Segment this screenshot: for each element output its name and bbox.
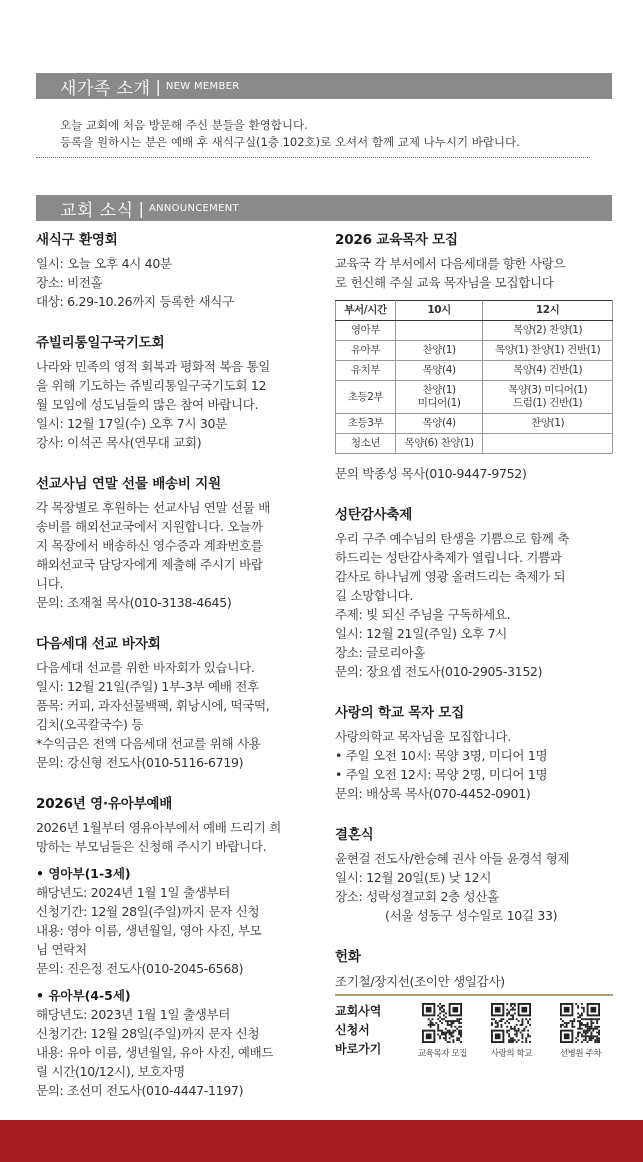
item-body: 각 목장별로 후원하는 선교사님 연말 선물 배 송비를 해외선교국에서 지원합니다. 오늘까 지 목장에서 배송하신 영수증과 계좌번호를 해외선교국 담당자에게 제출해 주시기 바랍 니다. 문의: 조재철 목사(010-3138-4645) [36, 500, 270, 610]
table-row [336, 381, 613, 414]
table-cell-10: 목양(4) [396, 414, 483, 434]
intro-line: 오늘 교회에 처음 방문해 주신 분들을 환영합니다. [60, 118, 308, 132]
teacher-contact: 문의 박종성 목사(010-9447-9752) [335, 466, 527, 481]
item-body: 2026년 1월부터 영유아부에서 예배 드리기 희 망하는 부모님들은 신청해 주시기 바랍니다. [36, 820, 282, 854]
table-dept: 유아부 [336, 341, 396, 361]
table-cell-12: 목양(1) 찬양(1) 건반(1) [483, 341, 613, 361]
offering-item [335, 945, 615, 1059]
jubilee-item [36, 331, 314, 452]
table-dept: 영아부 [336, 321, 396, 341]
right-column [335, 228, 615, 1059]
intro-line: 등록을 원하시는 분은 예배 후 새식구실(1층 102호)로 오셔서 함께 교제 나누시기 바랍니다. [60, 135, 520, 149]
item-title: 사랑의 학교 목자 모집 [335, 705, 465, 721]
table-cell-10: 찬양(1) [396, 341, 483, 361]
qr-links [335, 1002, 615, 1059]
missionary-item [36, 472, 314, 612]
section-title: 교회 소식 [60, 200, 134, 221]
qr-school-link[interactable] [477, 1003, 546, 1059]
new-member-intro [60, 117, 520, 151]
item-body: 윤현걸 전도사/한승혜 권사 아들 윤경석 형제 일시: 12월 20일(토) 낮 12시 장소: 성락성결교회 2층 성산홀 (서울 성동구 성수일로 10길 33) [335, 851, 570, 923]
dotted-divider [36, 157, 590, 158]
newfamily-item [36, 228, 314, 311]
item-title: 헌화 [335, 949, 361, 965]
school-item [335, 701, 615, 803]
section-subtitle: NEW MEMBER [165, 80, 240, 92]
item-title: 새식구 환영회 [36, 232, 118, 248]
section-title: 새가족 소개 [60, 78, 151, 99]
qr-teacher-link[interactable] [408, 1003, 477, 1059]
offering-name: 조기철/장지선(조이안 생일감사) [335, 974, 505, 989]
teacher-schedule-table [335, 300, 613, 454]
table-cell-12: 목양(3) 미디어(1) 드럼(1) 건반(1) [483, 381, 613, 414]
table-cell-10: 찬양(1) 미디어(1) [396, 381, 483, 414]
item-body: 교육국 각 부서에서 다음세대를 향한 사랑으 로 헌신해 주실 교육 목자님을 모집합니다 [335, 256, 566, 290]
christmas-item [335, 503, 615, 681]
gold-divider [335, 994, 613, 996]
table-header: 부서/시간 [336, 301, 396, 321]
infant-item [36, 792, 314, 1100]
bazaar-item [36, 632, 314, 772]
table-row [336, 361, 613, 381]
table-cell-12: 찬양(1) [483, 414, 613, 434]
teacher-item [335, 228, 615, 483]
baby-subtitle: • 영아부(1-3세) [36, 866, 131, 881]
toddler-body: 해당년도: 2023년 1월 1일 출생부터 신청기간: 12월 28일(주일)까지 문자 신청 내용: 유아 이름, 생년월일, 유아 사진, 예배드 릴 시간(10/12시), 보호자명 문의: 조선미 전도사(010-4447-1197) [36, 1007, 274, 1098]
qr-code-icon[interactable] [560, 1003, 600, 1043]
table-dept: 초등2부 [336, 381, 396, 414]
qr-caption: 선병원 주차 [559, 1049, 602, 1059]
item-title: 2026년 영·유아부예배 [36, 796, 173, 812]
table-row [336, 434, 613, 454]
qr-caption: 사랑의 학교 [490, 1049, 533, 1059]
section-subtitle: ANNOUNCEMENT [148, 202, 239, 214]
table-cell-12 [483, 434, 613, 454]
qr-caption: 교육목자 모집 [417, 1049, 468, 1059]
section-separator: | [155, 76, 161, 96]
item-title: 쥬빌리통일구국기도회 [36, 335, 165, 351]
qr-parking-link[interactable] [546, 1003, 615, 1059]
qr-code-icon[interactable] [422, 1003, 462, 1043]
table-dept: 초등3부 [336, 414, 396, 434]
wedding-address: (서울 성동구 성수일로 10길 33) [385, 908, 558, 923]
toddler-subtitle: • 유아부(4-5세) [36, 988, 131, 1003]
left-column [36, 228, 314, 1120]
table-header: 12시 [483, 301, 613, 321]
section-separator: | [138, 198, 144, 218]
baby-body: 해당년도: 2024년 1월 1일 출생부터 신청기간: 12월 28일(주일)까지 문자 신청 내용: 영아 이름, 생년월일, 영아 사진, 부모 님 연락처 문의: 진은정 전도사(010-2045-6568) [36, 885, 262, 976]
item-title: 성탄감사축제 [335, 507, 413, 523]
wedding-item [335, 823, 615, 925]
item-title: 다음세대 선교 바자회 [36, 636, 161, 652]
table-cell-12: 목양(2) 찬양(1) [483, 321, 613, 341]
table-dept: 유치부 [336, 361, 396, 381]
item-body: 사랑의학교 목자님을 모집합니다. • 주일 오전 10시: 목양 3명, 미디어 1명 • 주일 오전 12시: 목양 2명, 미디어 1명 문의: 배상록 목사(070-4452-0901) [335, 729, 548, 801]
table-row [336, 341, 613, 361]
item-body: 다음세대 선교를 위한 바자회가 있습니다. 일시: 12월 21일(주일) 1부-3부 예배 전후 품목: 커피, 과자선물백팩, 휘낭시에, 떡국떡, 김치(오곡칼국수) 등 *수익금은 전액 다음세대 선교를 위해 사용 문의: 강신형 전도사(010-5116-6719) [36, 660, 270, 770]
item-title: 선교사님 연말 선물 배송비 지원 [36, 476, 221, 492]
table-cell-12: 목양(4) 건반(1) [483, 361, 613, 381]
item-title: 결혼식 [335, 827, 374, 843]
item-body: 일시: 오늘 오후 4시 40분 장소: 비전홀 대상: 6.29-10.26까지 등록한 새식구 [36, 256, 234, 309]
qr-label: 교회사역 신청서 바로가기 [335, 1004, 382, 1056]
footer-bar [0, 1120, 643, 1162]
announcement-header [36, 195, 612, 221]
table-cell-10: 목양(4) [396, 361, 483, 381]
item-body: 나라와 민족의 영적 회복과 평화적 복음 통일 을 위해 기도하는 쥬빌리통일구국기도회 12 월 모임에 성도님들의 많은 참여 바랍니다. 일시: 12월 17일(수) 오후 7시 30분 강사: 이석곤 목사(연무대 교회) [36, 359, 270, 450]
table-header-row [336, 301, 613, 321]
table-header: 10시 [396, 301, 483, 321]
item-title: 2026 교육목자 모집 [335, 232, 458, 248]
new-member-header [36, 73, 612, 99]
table-dept: 청소년 [336, 434, 396, 454]
table-cell-10 [396, 321, 483, 341]
qr-code-icon[interactable] [491, 1003, 531, 1043]
table-row [336, 321, 613, 341]
table-row [336, 414, 613, 434]
table-cell-10: 목양(6) 찬양(1) [396, 434, 483, 454]
item-body: 우리 구주 예수님의 탄생을 기쁨으로 함께 축 하드리는 성탄감사축제가 열립니다. 기쁨과 감사로 하나님께 영광 올려드리는 축제가 되 길 소망합니다. 주제: 빛 되신 주님을 구독하세요. 일시: 12월 21일(주일) 오후 7시 장소: 글로리아홀 문의: 장요셉 전도사(010-2905-3152) [335, 531, 569, 679]
